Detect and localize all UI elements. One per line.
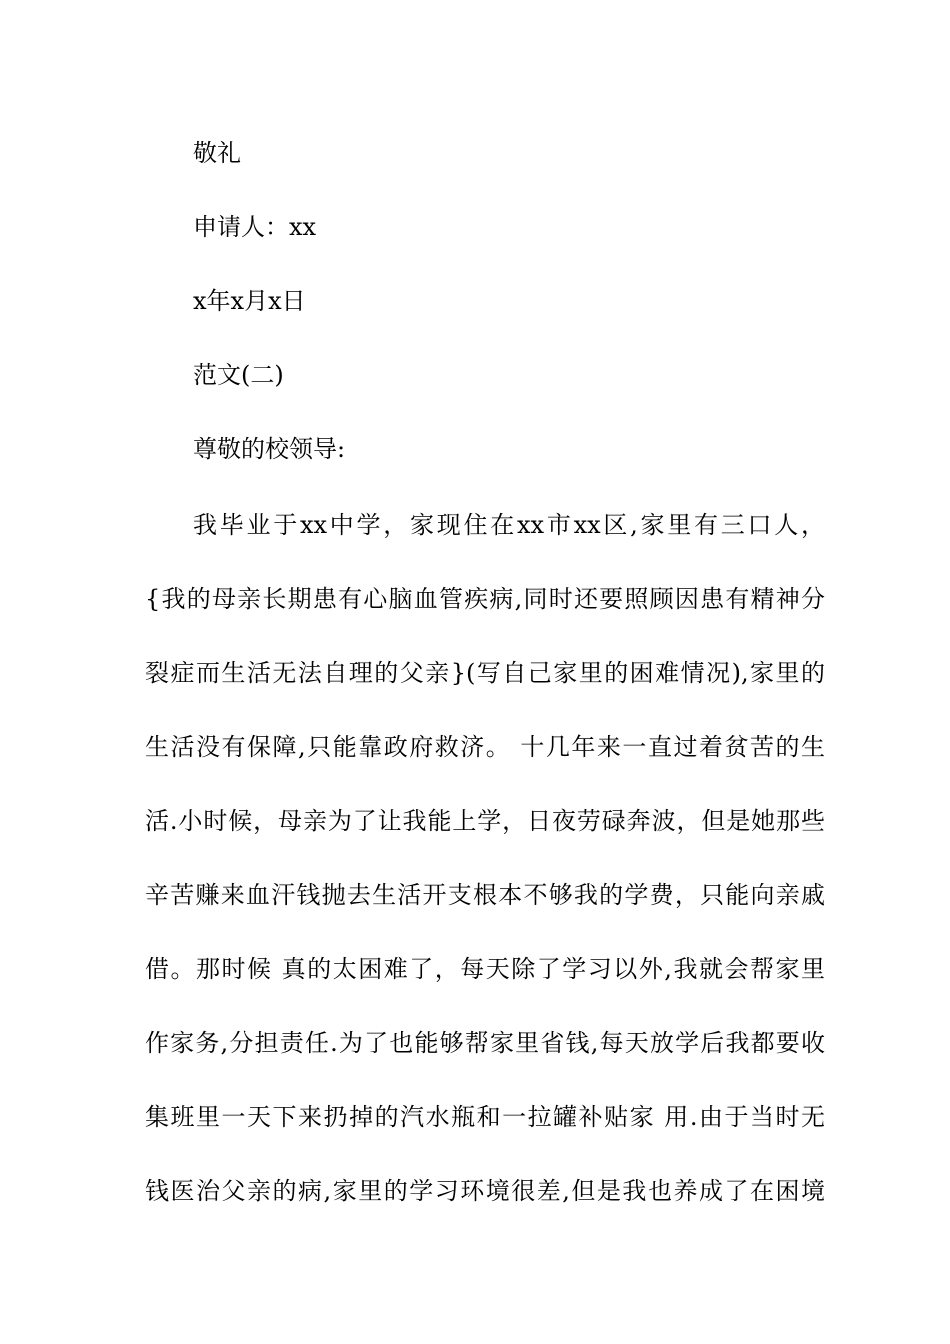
body-line: 裂症而生活无法自理的父亲}(写自己家里的困难情况),家里的: [145, 659, 825, 687]
body-line: 生活没有保障,只能靠政府救济。 十几年来一直过着贫苦的生: [145, 733, 825, 761]
body-line: 集班里一天下来扔掉的汽水瓶和一拉罐补贴家 用.由于当时无: [145, 1103, 825, 1131]
body-line: {我的母亲长期患有心脑血管疾病,同时还要照顾因患有精神分: [145, 585, 825, 613]
applicant-line: 申请人：xx: [193, 213, 317, 241]
salutation-line: 尊敬的校领导:: [193, 435, 346, 463]
body-line: 活.小时候，母亲为了让我能上学，日夜劳碌奔波，但是她那些: [145, 807, 825, 835]
body-line: 钱医治父亲的病,家里的学习环境很差,但是我也养成了在困境: [145, 1177, 825, 1205]
closing-line: 敬礼: [193, 139, 241, 167]
section-title: 范文(二): [193, 361, 284, 389]
body-line: 作家务,分担责任.为了也能够帮家里省钱,每天放学后我都要收: [145, 1029, 825, 1057]
body-line: 我毕业于xx中学，家现住在xx市xx区,家里有三口人，: [193, 511, 825, 539]
body-line: 借。那时候 真的太困难了，每天除了学习以外,我就会帮家里: [145, 955, 825, 983]
date-line: x年x月x日: [193, 287, 306, 315]
body-line: 辛苦赚来血汗钱抛去生活开支根本不够我的学费，只能向亲戚: [145, 881, 825, 909]
